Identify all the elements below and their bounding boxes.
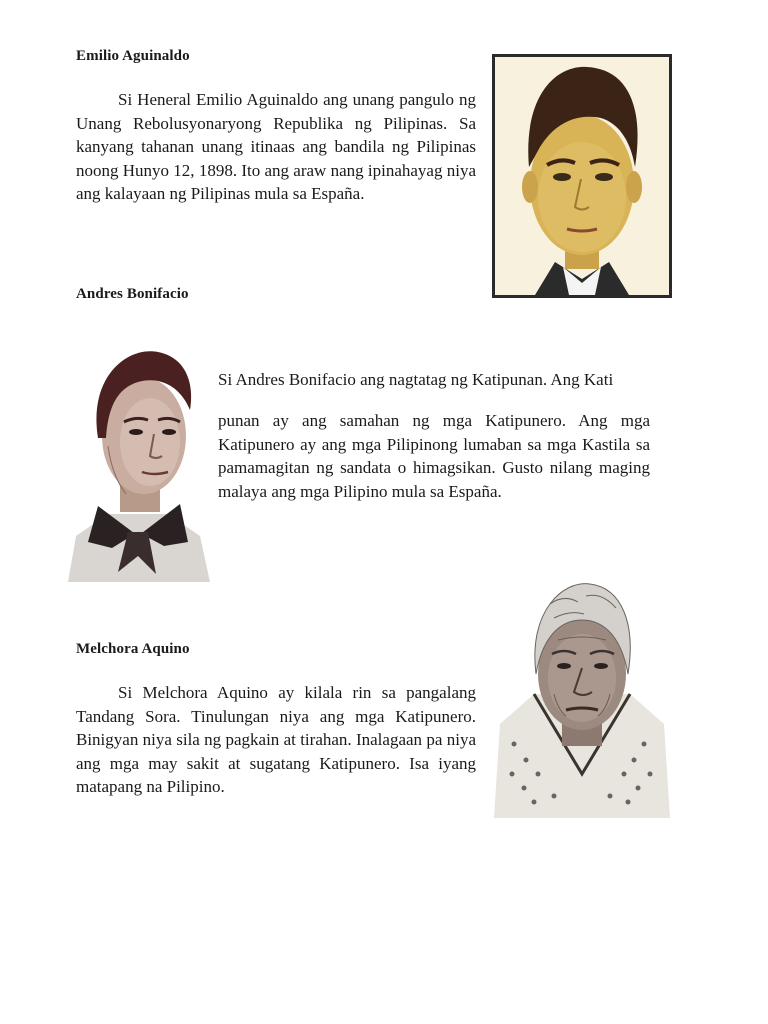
paragraph-aguinaldo: Si Heneral Emilio Aguinaldo ang unang pangulo ng Unang Rebolusyonaryong Republika ng Pilipinas. Sa kanyang tahanan unang itinaas ang bandila ng Pilipinas noong Hunyo 12, 1898. Ito ang araw nang ipinahayag niya ang kalayaan ng Pilipinas mula sa España.	[76, 90, 476, 203]
aquino-portrait-drawing	[494, 574, 670, 818]
aguinaldo-portrait	[492, 54, 672, 298]
paragraph-aquino: Si Melchora Aquino ay kilala rin sa pangalang Tandang Sora. Tinulungan niya ang mga Katipunero. Binigyan niya sila ng pagkain at tirahan. Inalagaan pa niya ang mga may sakit at sugatang Katipunero. Isa iyang matapang na Pilipino.	[76, 683, 476, 796]
bonifacio-portrait-drawing	[68, 346, 210, 582]
aguinaldo-portrait-drawing	[495, 57, 669, 295]
bonifacio-portrait	[68, 346, 210, 582]
heading-aguinaldo: Emilio Aguinaldo	[76, 48, 190, 64]
aquino-portrait	[494, 574, 670, 818]
paragraph-bonifacio-intro: Si Andres Bonifacio ang nagtatag ng Katipunan. Ang Kati	[218, 370, 614, 389]
heading-aquino: Melchora Aquino	[76, 641, 190, 657]
heading-bonifacio: Andres Bonifacio	[76, 286, 189, 302]
paragraph-bonifacio: punan ay ang samahan ng mga Katipunero. Ang mga Katipunero ay ang mga Pilipinong lumaban sa mga Kastila sa pamamagitan ng sandata o himagsikan. Gusto nilang maging malaya ang mga Pilipino mula sa España.	[218, 411, 650, 501]
